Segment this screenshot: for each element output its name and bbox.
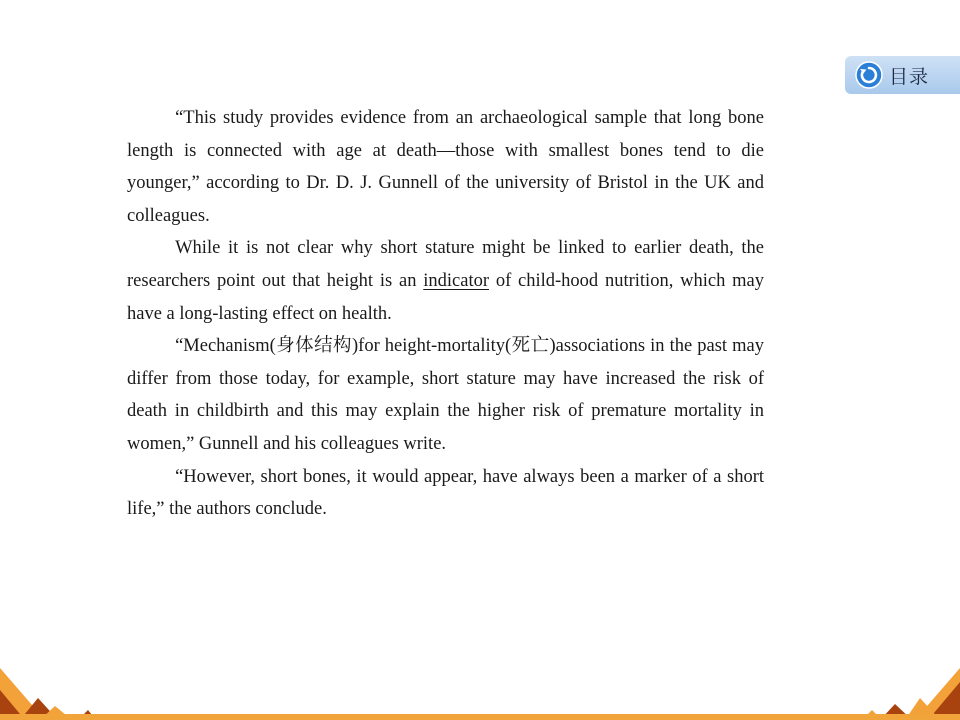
bottom-right-decoration	[860, 660, 960, 720]
underlined-word-indicator: indicator	[423, 270, 490, 291]
article-body	[127, 102, 764, 526]
bottom-orange-bar	[0, 714, 960, 720]
paragraph-2-text-start: While it is not clear why short stature might be linked to earlier death, the researchers point out that height is an	[127, 238, 764, 291]
paragraph-3: “Mechanism(身体结构)for height-mortality(死亡)associations in the past may differ from those today, for example, short stature may have increased the risk of death in childbirth and this may explain the higher risk of premature mortality in women,” Gunnell and his colleagues write.	[127, 336, 764, 454]
table-of-contents-button[interactable]	[845, 56, 960, 94]
paragraph-1: “This study provides evidence from an archaeological sample that long bone length is connected with age at death—those with smallest bones tend to die younger,” according to Dr. D. J. Gunnell of the university of Bristol in the UK and colleagues.	[127, 108, 764, 226]
paragraph-2	[127, 232, 764, 330]
bottom-left-decoration	[0, 660, 100, 720]
toc-label: 目录	[889, 65, 930, 88]
paragraph-2-text-end: of child-hood nutrition, which may have a long-lasting effect on health.	[127, 270, 764, 324]
paragraph-4: “However, short bones, it would appear, have always been a marker of a short life,” the authors conclude.	[127, 466, 764, 520]
refresh-circle-icon	[855, 61, 883, 89]
